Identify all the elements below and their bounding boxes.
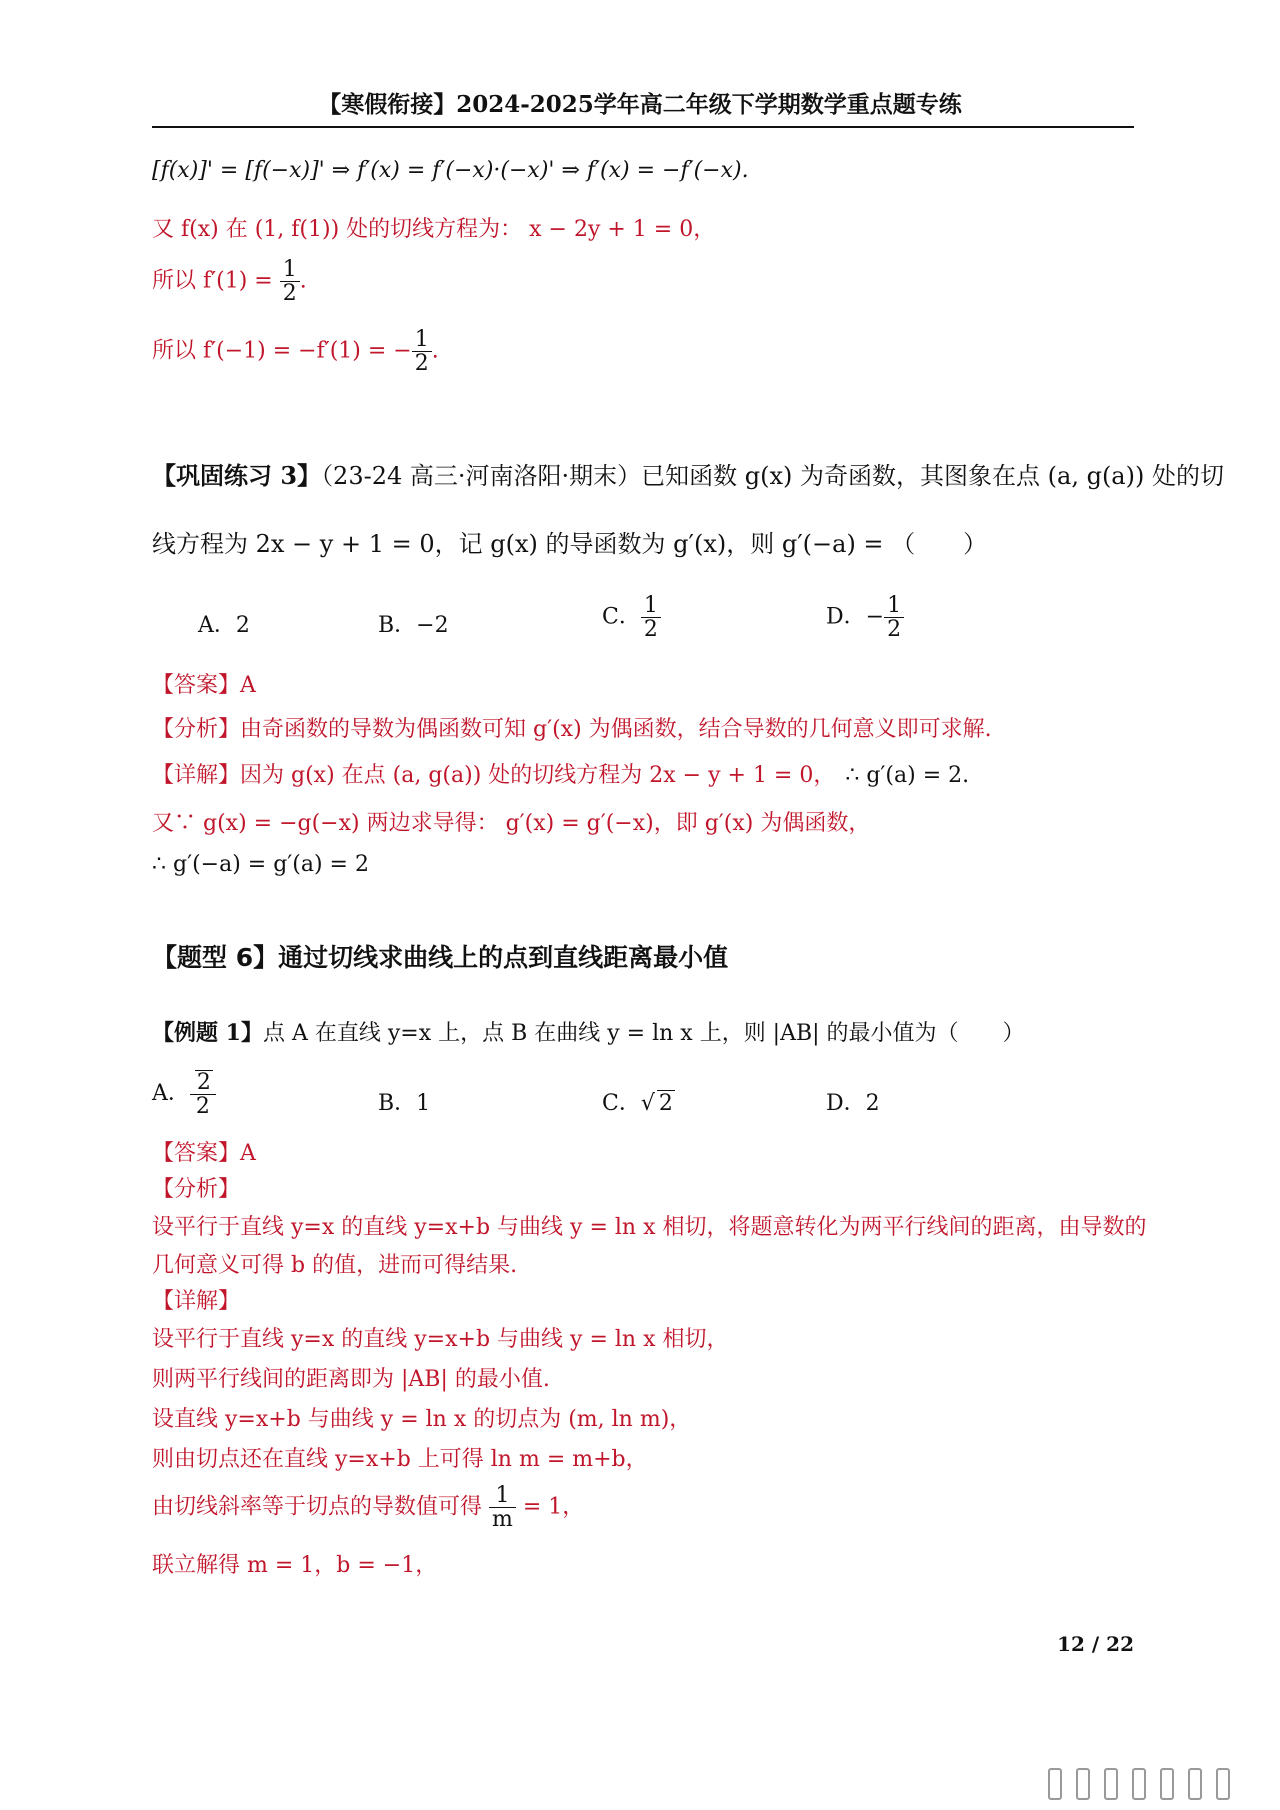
exercise-3-detail-tag: 【详解】 xyxy=(152,763,241,788)
exercise-3-detail-line-1 xyxy=(152,758,969,789)
example-1-detail-line-5-prefix: 由切线斜率等于切点的导数值可得 xyxy=(152,1494,489,1520)
example-1-detail-tag: 【详解】 xyxy=(152,1289,241,1314)
example-1-analysis-tag: 【分析】 xyxy=(152,1177,241,1202)
section-title: 【题型 6】通过切线求曲线上的点到直线距离最小值 xyxy=(152,943,729,972)
result-line-1: 所以 f′(1) = $\frac{1}{2}$ . xyxy=(152,257,307,307)
example-1-answer xyxy=(152,1136,256,1167)
example-1-text: 点 A 在直线 y=x 上，点 B 在曲线 y = ln x 上，则 |AB| 的最小值为（ ） xyxy=(262,1021,1025,1046)
exercise-3-option-d-denominator: 2 xyxy=(887,617,902,643)
example-1-option-c-label: C． xyxy=(602,1091,641,1116)
example-1-option-a-denominator: 2 xyxy=(195,1094,210,1120)
result-line-1-prefix: 所以 f′(1) = xyxy=(152,268,280,294)
example-1-detail-line-3: 设直线 y=x+b 与曲线 y = ln x 的切点为 (m, ln m)， xyxy=(152,1407,692,1432)
result-2-numerator: 1 xyxy=(412,328,432,352)
example-1-option-c: C．√ 2 xyxy=(602,1091,673,1116)
exercise-3-question-line-1 xyxy=(152,456,1224,491)
watermark-logo xyxy=(1030,1762,1260,1802)
exercise-3-option-d-label: D．− xyxy=(826,604,885,630)
exercise-3-analysis-text: 由奇函数的导数为偶函数可知 g′(x) 为偶函数，结合导数的几何意义即可求解. xyxy=(240,717,992,742)
exercise-3-answer xyxy=(152,668,256,699)
page-header-title: 【寒假衔接】2024-2025学年高二年级下学期数学重点题专练 xyxy=(318,91,962,118)
exercise-3-option-c-denominator: 2 xyxy=(643,617,658,643)
exercise-3-text-2: 线方程为 2x − y + 1 = 0，记 g(x) 的导函数为 g′(x)，则 g′(−a) = （ ） xyxy=(152,530,988,558)
page-number: 12 / 22 xyxy=(1057,1632,1134,1656)
exercise-3-analysis xyxy=(152,712,992,743)
derivative-line: [f(x)]' = [f(−x)]' ⇒ f′(x) = f′(−x)·(−x)' ⇒ f′(x) = −f′(−x). xyxy=(152,158,749,183)
example-1-analysis-line-1: 设平行于直线 y=x 的直线 y=x+b 与曲线 y = ln x 相切，将题意转化为两平行线间的距离，由导数的 xyxy=(152,1215,1147,1240)
example-1-detail-line-2: 则两平行线间的距离即为 |AB| 的最小值. xyxy=(152,1367,550,1392)
exercise-3-text-1: （23-24 高三·河南洛阳·期末）已知函数 g(x) 为奇函数，其图象在点 (a, g(a)) 处的切 xyxy=(321,462,1224,490)
example-1-question xyxy=(152,1016,1025,1047)
example-1-answer-value: A xyxy=(240,1141,256,1166)
example-1-option-d: D．2 xyxy=(826,1091,880,1116)
example-1-detail-line-5-numerator: 1 xyxy=(489,1484,516,1508)
exercise-3-option-d-numerator: 1 xyxy=(884,594,904,618)
example-1-option-c-value: 2 xyxy=(658,1091,673,1116)
header-rule xyxy=(152,126,1134,128)
exercise-3-option-c xyxy=(602,594,661,641)
exercise-3-analysis-tag: 【分析】 xyxy=(152,717,241,742)
example-1-detail-line-5-suffix: = 1， xyxy=(515,1494,585,1520)
exercise-3-detail-text-2: 又∵ g(x) = −g(−x) 两边求导得： g′(x) = g′(−x)，即 g′(x) 为偶函数， xyxy=(152,811,871,836)
exercise-3-detail-text-3: ∴ g′(−a) = g′(a) = 2 xyxy=(152,852,369,877)
example-1-detail-line-6: 联立解得 m = 1，b = −1， xyxy=(152,1553,438,1578)
example-1-analysis-line-2: 几何意义可得 b 的值，进而可得结果. xyxy=(152,1253,518,1278)
example-1-detail-line-4: 则由切点还在直线 y=x+b 上可得 ln m = m+b， xyxy=(152,1447,648,1472)
result-line-2: 所以 f′(−1) = −f′(1) = − $\frac{1}{2}$ . xyxy=(152,327,439,377)
result-2-denominator: 2 xyxy=(414,351,429,377)
example-1-detail-line-5-denominator: m xyxy=(492,1507,513,1533)
exercise-3-option-c-numerator: 1 xyxy=(641,594,661,618)
example-1-answer-tag: 【答案】 xyxy=(152,1141,241,1166)
result-1-numerator: 1 xyxy=(280,258,300,282)
example-1-option-a-label: A． xyxy=(152,1081,190,1107)
exercise-3-answer-value: A xyxy=(240,673,256,698)
example-1-detail-line-5 xyxy=(152,1484,584,1531)
exercise-3-option-c-label: C． xyxy=(602,604,641,630)
exercise-3-option-a: A．2 xyxy=(198,613,250,638)
example-1-option-a-numerator: 2 xyxy=(196,1070,211,1095)
exercise-3-option-d xyxy=(826,594,904,641)
tangent-line-statement: 又 f(x) 在 (1, f(1)) 处的切线方程为： x − 2y + 1 = 0， xyxy=(152,217,716,242)
exercise-3-tag: 【巩固练习 3】 xyxy=(152,461,322,490)
example-1-detail-line-1: 设平行于直线 y=x 的直线 y=x+b 与曲线 y = ln x 相切， xyxy=(152,1327,729,1352)
example-1-option-b: B．1 xyxy=(378,1091,431,1116)
exercise-3-answer-tag: 【答案】 xyxy=(152,673,241,698)
exercise-3-detail-text-1: 因为 g(x) 在点 (a, g(a)) 处的切线方程为 2x − y + 1 = 0， xyxy=(240,763,836,788)
result-line-2-prefix: 所以 f′(−1) = −f′(1) = − xyxy=(152,338,412,364)
example-1-option-a xyxy=(152,1070,216,1118)
exercise-3-option-b: B．−2 xyxy=(378,613,449,638)
result-1-denominator: 2 xyxy=(282,281,297,307)
exercise-3-detail-result: ∴ g′(a) = 2. xyxy=(845,763,970,788)
example-1-tag: 【例题 1】 xyxy=(152,1020,263,1046)
